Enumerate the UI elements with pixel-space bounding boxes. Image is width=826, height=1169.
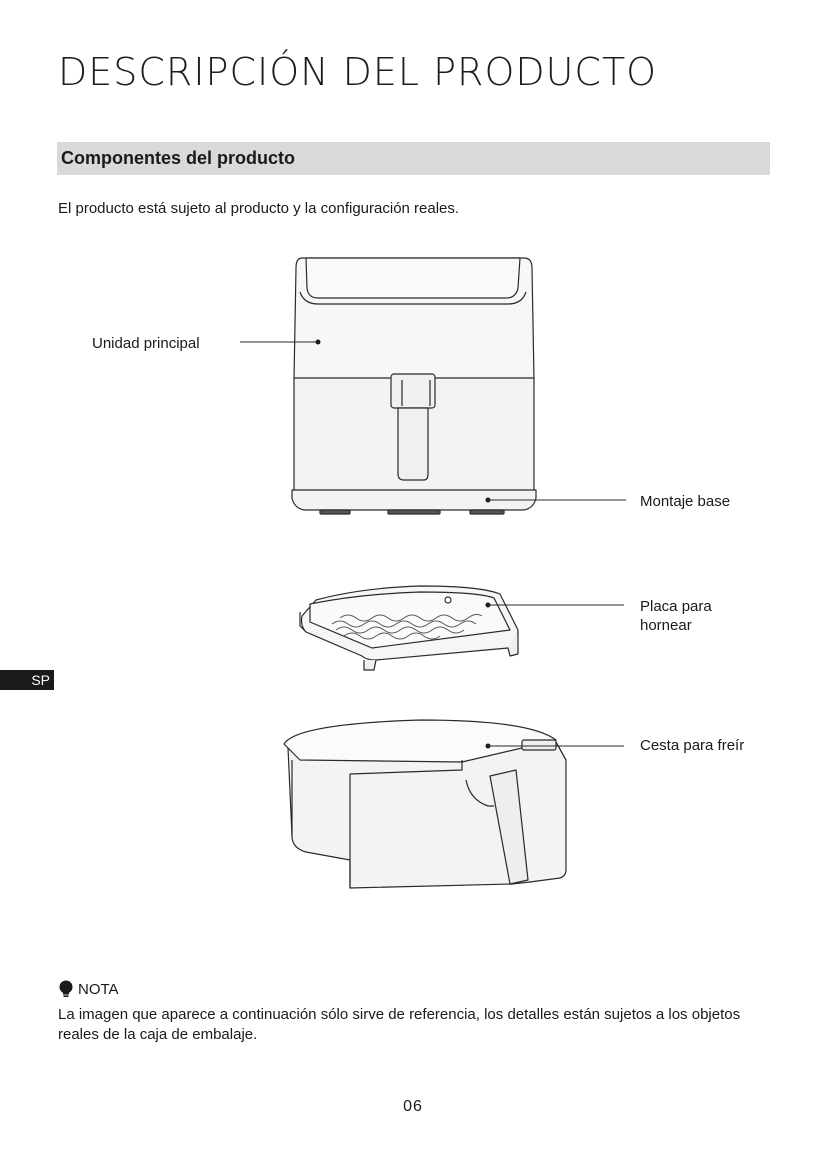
air-fryer-main-unit-illustration [292, 258, 536, 514]
lightbulb-icon [58, 980, 74, 998]
page-title: DESCRIPCIÓN DEL PRODUCTO [58, 50, 658, 94]
section-title: Componentes del producto [61, 148, 295, 168]
intro-text: El producto está sujeto al producto y la configuración reales. [58, 200, 460, 217]
note-text: La imagen que aparece a continuación sólo sirve de referencia, los detalles están sujetos a los objetos reales de la caja de embalaje. [58, 1006, 741, 1043]
frying-basket-illustration [284, 720, 566, 888]
baking-plate-illustration [300, 586, 518, 670]
note-heading [58, 980, 119, 998]
label-plate-line2: hornear [640, 617, 692, 634]
label-basket: Cesta para freír [640, 737, 745, 754]
label-plate-line1: Placa para [640, 598, 712, 615]
page-number: 06 [403, 1098, 423, 1115]
note-heading-text: NOTA [78, 980, 119, 998]
label-plate [640, 597, 712, 635]
label-base: Montaje base [640, 493, 731, 510]
language-tab: SP [0, 670, 54, 690]
label-main-unit: Unidad principal [92, 335, 200, 352]
